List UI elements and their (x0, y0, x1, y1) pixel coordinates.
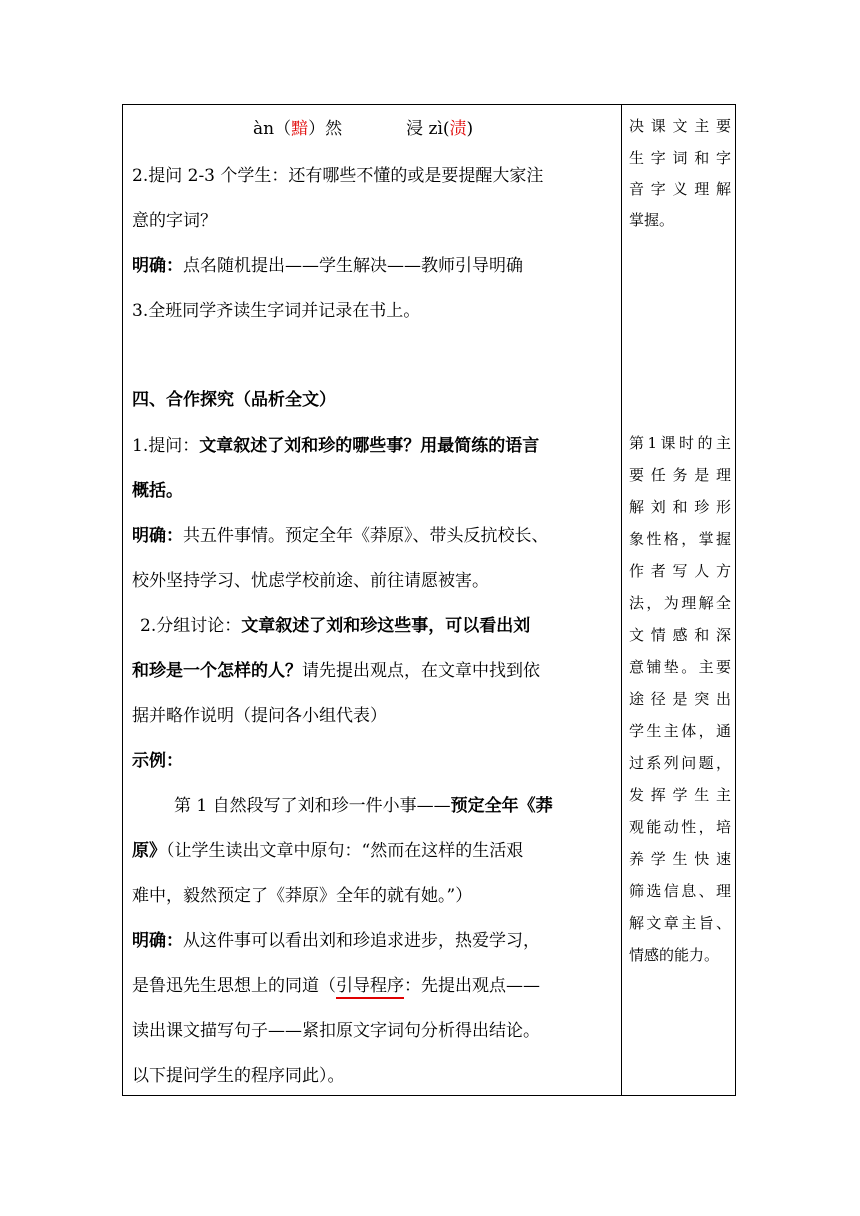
answer-1-line1 (132, 524, 549, 548)
example-line1 (174, 794, 553, 818)
side-note-1-line: 决课文主要 (629, 117, 731, 135)
section-4-heading: 四、合作探究（品析全文） (132, 390, 336, 410)
answer-1-label: 明确： (132, 526, 183, 546)
side-note-1-line: 生字词和字 (629, 149, 731, 167)
answer-2-line3: 读出课文描写句子——紧扣原文字词句分析得出结论。 (132, 1021, 540, 1041)
side-note-2-line: 观能动性，培 (629, 818, 731, 836)
answer-2-text: 从这件事可以看出刘和珍追求进步，热爱学习， (183, 931, 540, 951)
point-2-instruction: 请先提出观点，在文章中找到依 (302, 661, 540, 681)
example-line3: 难中，毅然预定了《莽原》全年的就有她。”） (132, 886, 473, 906)
point-2-question-end: 和珍是一个怎样的人？ (132, 661, 302, 681)
answer-2-line1 (132, 929, 540, 953)
point-1-line1 (132, 434, 539, 458)
point-2-line3: 据并略作说明（提问各小组代表） (132, 706, 387, 726)
side-note-2-line: 文情感和深 (629, 626, 731, 644)
answer-2-line4: 以下提问学生的程序同此）。 (132, 1066, 345, 1086)
side-note-2-line: 解刘和珍形 (629, 498, 731, 516)
answer-2-label: 明确： (132, 931, 183, 951)
example-line2 (132, 839, 523, 863)
question-3: 3.全班同学齐读生字词并记录在书上。 (132, 301, 421, 321)
answer-2-line2 (132, 974, 540, 998)
answer-2-text-a: 是鲁迅先生思想上的同道（ (132, 976, 336, 996)
side-note-2-line: 法，为理解全 (629, 594, 731, 612)
point-2-line1 (140, 614, 530, 638)
example-highlight-end: 原》 (132, 841, 166, 861)
point-2-line2 (132, 659, 540, 683)
clarify-label: 明确： (132, 256, 183, 276)
char-an: 黯 (291, 119, 309, 139)
question-2-line2: 意的字词？ (132, 211, 217, 231)
side-note-2-line: 象性格，掌握 (629, 530, 731, 548)
side-note-2-line: 学生主体，通 (629, 722, 731, 740)
side-note-2-line: 情感的能力。 (629, 946, 720, 964)
point-1-question: 文章叙述了刘和珍的哪些事？用最简练的语言 (199, 436, 540, 456)
side-note-1-line: 掌握。 (629, 211, 675, 229)
point-1-prefix: 1.提问： (132, 436, 200, 456)
pinyin-an: àn（ (253, 119, 292, 139)
point-2-prefix: 2.分组讨论： (140, 616, 242, 636)
point-1-line2: 概括。 (132, 481, 183, 501)
side-note-2-line: 要任务是理 (629, 466, 731, 484)
answer-2-text-b: ：先提出观点—— (404, 976, 540, 996)
pinyin-zi-tail: ) (466, 119, 474, 139)
side-note-2-line: 过系列问题， (629, 754, 731, 772)
question-2-line1: 2.提问 2-3 个学生：还有哪些不懂的或是要提醒大家注 (132, 166, 544, 186)
pinyin-row (253, 117, 473, 141)
example-text: 第 1 自然段写了刘和珍一件小事—— (174, 796, 451, 816)
example-highlight: 预定全年《莽 (450, 796, 553, 816)
side-note-2-line: 意铺垫。主要 (629, 658, 731, 676)
side-note-2-line: 发挥学生主 (629, 786, 731, 804)
example-quote: （让学生读出文章中原句：“然而在这样的生活艰 (166, 841, 524, 861)
answer-1-text: 共五件事情。预定全年《莽原》、带头反抗校长、 (183, 526, 549, 546)
guide-procedure-underlined: 引导程序 (336, 976, 404, 999)
pinyin-an-tail: ）然 (308, 119, 343, 139)
side-note-1-line: 音字义理解 (629, 180, 731, 198)
side-note-2-line: 第1课时的主 (629, 434, 731, 452)
side-note-2-line: 养学生快速 (629, 850, 731, 868)
side-note-2-line: 筛选信息、理 (629, 882, 731, 900)
pinyin-zi: 浸 zì( (406, 119, 450, 139)
column-divider (621, 105, 622, 1095)
clarify-text: 点名随机提出——学生解决——教师引导明确 (183, 256, 523, 276)
side-note-2-line: 解文章主旨、 (629, 914, 731, 932)
example-label: 示例： (132, 751, 183, 771)
point-2-question: 文章叙述了刘和珍这些事，可以看出刘 (241, 616, 531, 636)
char-zi: 渍 (449, 119, 467, 139)
clarify-line (132, 254, 523, 278)
side-note-2-line: 途径是突出 (629, 690, 731, 708)
side-note-2-line: 作者写人方 (629, 562, 731, 580)
answer-1-line2: 校外坚持学习、忧虑学校前途、前往请愿被害。 (132, 571, 489, 591)
lesson-plan-table (122, 104, 736, 1096)
